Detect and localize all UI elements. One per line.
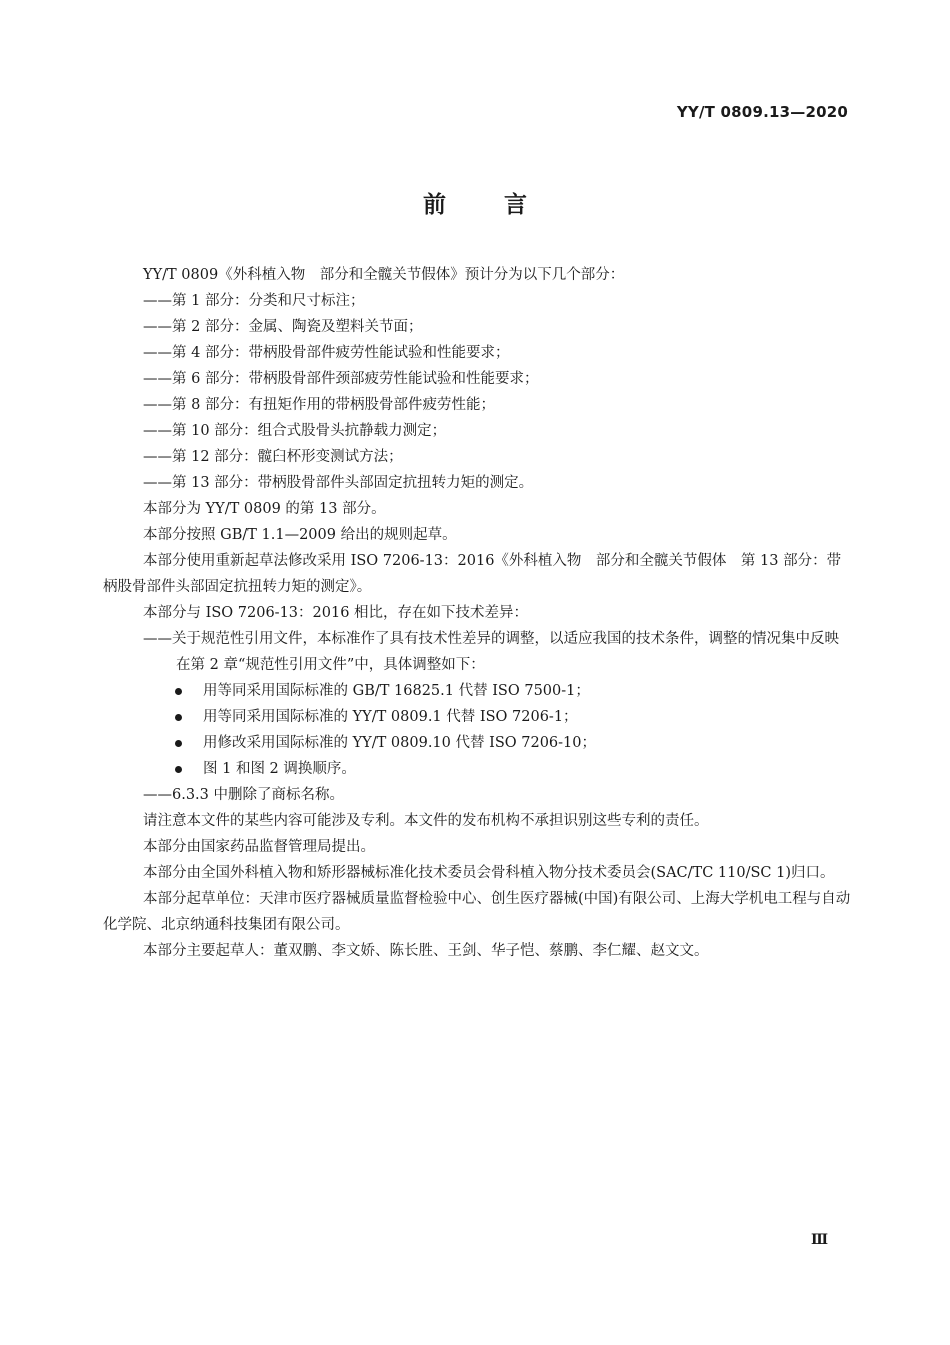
part-list-item: ——第 13 部分：带柄股骨部件头部固定抗扭转力矩的测定。 xyxy=(143,475,534,491)
proposed-by: 本部分由国家药品监督管理局提出。 xyxy=(143,839,375,855)
page-title xyxy=(0,186,950,219)
part-list-item: ——第 1 部分：分类和尺寸标注； xyxy=(143,293,365,309)
bullet-text: 图 1 和图 2 调换顺序。 xyxy=(203,761,356,777)
bullet-item xyxy=(103,678,851,704)
foreword-body xyxy=(103,262,851,964)
bullet-text: 用修改采用国际标准的 YY/T 0809.10 代替 ISO 7206-10； xyxy=(203,735,597,751)
title-char-1: 前 xyxy=(423,192,446,218)
title-char-2: 言 xyxy=(504,192,527,218)
bullet-dot-icon xyxy=(175,766,182,773)
standard-number: YY/T 0809.13—2020 xyxy=(676,103,848,121)
bullet-dot-icon xyxy=(175,688,182,695)
bullet-item xyxy=(103,756,851,782)
differences-statement: 本部分与 ISO 7206-13：2016 相比，存在如下技术差异： xyxy=(143,605,529,621)
bullet-item xyxy=(103,730,851,756)
part-list-item: ——第 4 部分：带柄股骨部件疲劳性能试验和性能要求； xyxy=(143,345,510,361)
bullet-dot-icon xyxy=(175,714,182,721)
part-list-item: ——第 12 部分：髋臼杯形变测试方法； xyxy=(143,449,403,465)
intro-paragraph: YY/T 0809《外科植入物 部分和全髋关节假体》预计分为以下几个部分： xyxy=(143,267,625,283)
trademark-difference: ——6.3.3 中删除了商标名称。 xyxy=(143,787,345,803)
part-list-item: ——第 2 部分：金属、陶瓷及塑料关节面； xyxy=(143,319,423,335)
page-number: Ⅲ xyxy=(810,1232,828,1248)
bullet-text: 用等同采用国际标准的 GB/T 16825.1 代替 ISO 7500-1； xyxy=(203,683,590,699)
patent-notice: 请注意本文件的某些内容可能涉及专利。本文件的发布机构不承担识别这些专利的责任。 xyxy=(143,813,709,829)
adoption-statement: 本部分使用重新起草法修改采用 ISO 7206-13：2016《外科植入物 部分和全髋关节假体 第 13 部分：带柄股骨部件头部固定抗扭转力矩的测定》。 xyxy=(103,553,842,595)
bullet-text: 用等同采用国际标准的 YY/T 0809.1 代替 ISO 7206-1； xyxy=(203,709,578,725)
part-list-item: ——第 10 部分：组合式股骨头抗静载力测定； xyxy=(143,423,447,439)
rules-statement: 本部分按照 GB/T 1.1—2009 给出的规则起草。 xyxy=(143,527,457,543)
part-list-item: ——第 6 部分：带柄股骨部件颈部疲劳性能试验和性能要求； xyxy=(143,371,539,387)
normative-ref-difference: ——关于规范性引用文件，本标准作了具有技术性差异的调整，以适应我国的技术条件，调整的情况集中反映在第 2 章“规范性引用文件”中，具体调整如下： xyxy=(143,631,839,673)
bullet-item xyxy=(103,704,851,730)
centralized-by: 本部分由全国外科植入物和矫形器械标准化技术委员会骨科植入物分技术委员会(SAC/TC 110/SC 1)归口。 xyxy=(143,865,835,881)
part-list-item: ——第 8 部分：有扭矩作用的带柄股骨部件疲劳性能； xyxy=(143,397,495,413)
bullet-dot-icon xyxy=(175,740,182,747)
part-statement: 本部分为 YY/T 0809 的第 13 部分。 xyxy=(143,501,386,517)
main-drafters: 本部分主要起草人：董双鹏、李文娇、陈长胜、王剑、华子恺、蔡鹏、李仁耀、赵文文。 xyxy=(143,943,709,959)
drafting-units: 本部分起草单位：天津市医疗器械质量监督检验中心、创生医疗器械(中国)有限公司、上海大学机电工程与自动化学院、北京纳通科技集团有限公司。 xyxy=(103,891,851,933)
